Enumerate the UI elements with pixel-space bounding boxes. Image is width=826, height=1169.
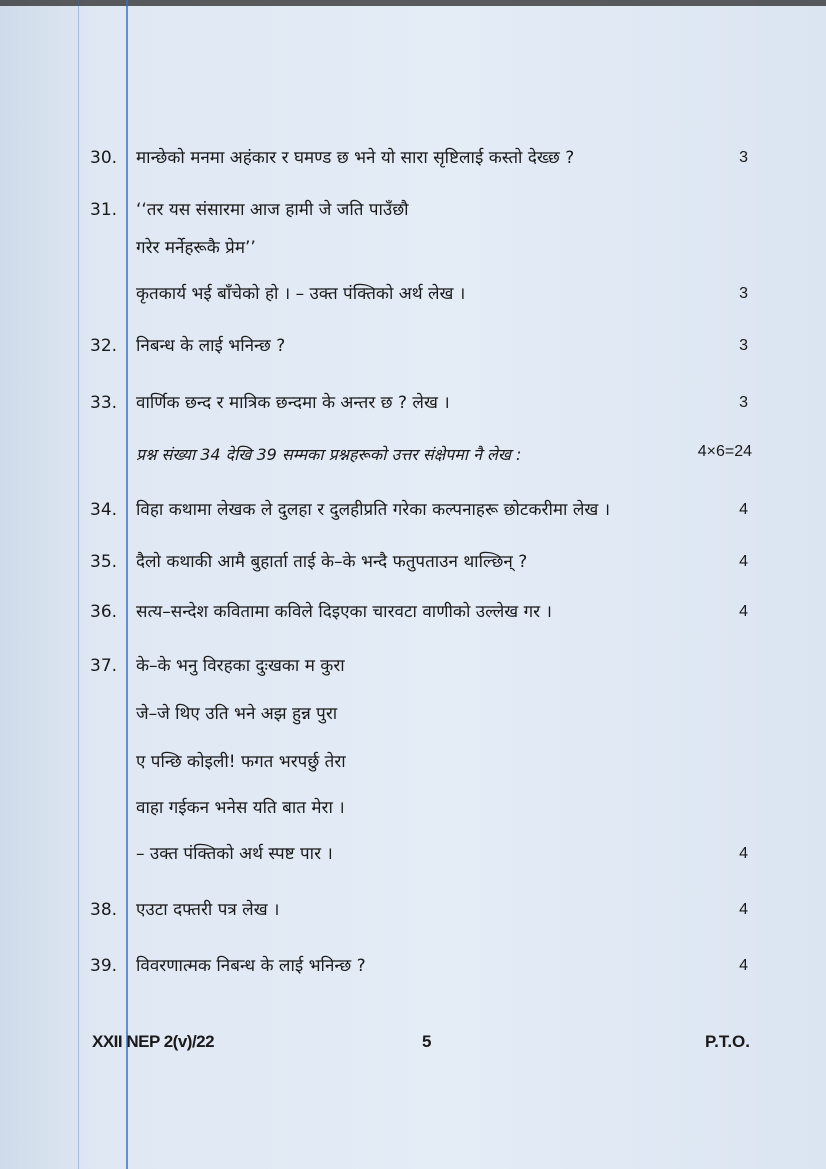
question-text-line: – उक्त पंक्तिको अर्थ स्पष्ट पार । <box>136 844 333 864</box>
question-marks: 3 <box>739 394 748 411</box>
question-text: निबन्ध के लाई भनिन्छ ? <box>136 336 286 356</box>
question-number: 36. <box>90 602 118 622</box>
question-number: 33. <box>90 393 118 413</box>
paper-code: XXII NEP 2(v)/22 <box>92 1032 215 1051</box>
question-number: 35. <box>90 552 118 572</box>
question-number: 38. <box>90 900 118 920</box>
poem-line: जे–जे थिए उति भने अझ हुन्न पुरा <box>136 704 338 724</box>
question-text: विहा कथामा लेखक ले दुलहा र दुलहीप्रति गरेका कल्पनाहरू छोटकरीमा लेख । <box>136 500 611 520</box>
question-marks: 3 <box>739 285 748 302</box>
question-text: मान्छेको मनमा अहंकार र घमण्ड छ भने यो सारा सृष्टिलाई कस्तो देख्छ ? <box>136 148 575 168</box>
section-instruction: प्रश्न संख्या 34 देखि 39 सम्मका प्रश्नहरूको उत्तर संक्षेपमा नै लेख : <box>136 445 522 464</box>
question-text-line: कृतकार्य भई बाँचेको हो । – उक्त पंक्तिको अर्थ लेख । <box>136 284 466 304</box>
question-marks: 4 <box>739 603 748 620</box>
question-marks: 4 <box>739 553 748 570</box>
question-number: 34. <box>90 500 118 520</box>
section-marks: 4×6=24 <box>697 443 752 460</box>
question-text-line: ‘‘तर यस संसारमा आज हामी जे जति पाउँछौ <box>136 200 409 220</box>
question-number: 37. <box>90 656 118 676</box>
margin-rule-faint <box>78 0 79 1169</box>
question-marks: 3 <box>739 149 748 166</box>
question-number: 31. <box>90 200 118 220</box>
page-top-edge <box>0 0 826 6</box>
question-number: 30. <box>90 148 118 168</box>
question-text: वार्णिक छन्द र मात्रिक छन्दमा के अन्तर छ ? लेख । <box>136 393 450 413</box>
question-text-line: गरेर मर्नेहरूकै प्रेम’’ <box>136 238 256 258</box>
question-marks: 4 <box>739 957 748 974</box>
question-text: विवरणात्मक निबन्ध के लाई भनिन्छ ? <box>136 956 366 976</box>
poem-line: के–के भनु विरहका दुःखका म कुरा <box>136 656 345 676</box>
question-marks: 4 <box>739 501 748 518</box>
poem-line: वाहा गईकन भनेस यति बात मेरा । <box>136 798 345 818</box>
question-text: एउटा दफ्तरी पत्र लेख । <box>136 900 280 920</box>
question-marks: 4 <box>739 901 748 918</box>
question-number: 39. <box>90 956 118 976</box>
question-text: सत्य–सन्देश कवितामा कविले दिइएका चारवटा वाणीको उल्लेख गर । <box>136 602 552 622</box>
question-marks: 4 <box>739 845 748 862</box>
pto-label: P.T.O. <box>704 1032 750 1051</box>
question-marks: 3 <box>739 337 748 354</box>
question-number: 32. <box>90 336 118 356</box>
margin-rule <box>126 0 128 1169</box>
question-text: दैलो कथाकी आमै बुहार्ता ताई के–के भन्दै फतुपताउन थाल्छिन् ? <box>136 552 528 572</box>
page-number: 5 <box>422 1032 432 1051</box>
poem-line: ए पन्छि कोइली! फगत भरपर्छु तेरा <box>136 752 346 772</box>
